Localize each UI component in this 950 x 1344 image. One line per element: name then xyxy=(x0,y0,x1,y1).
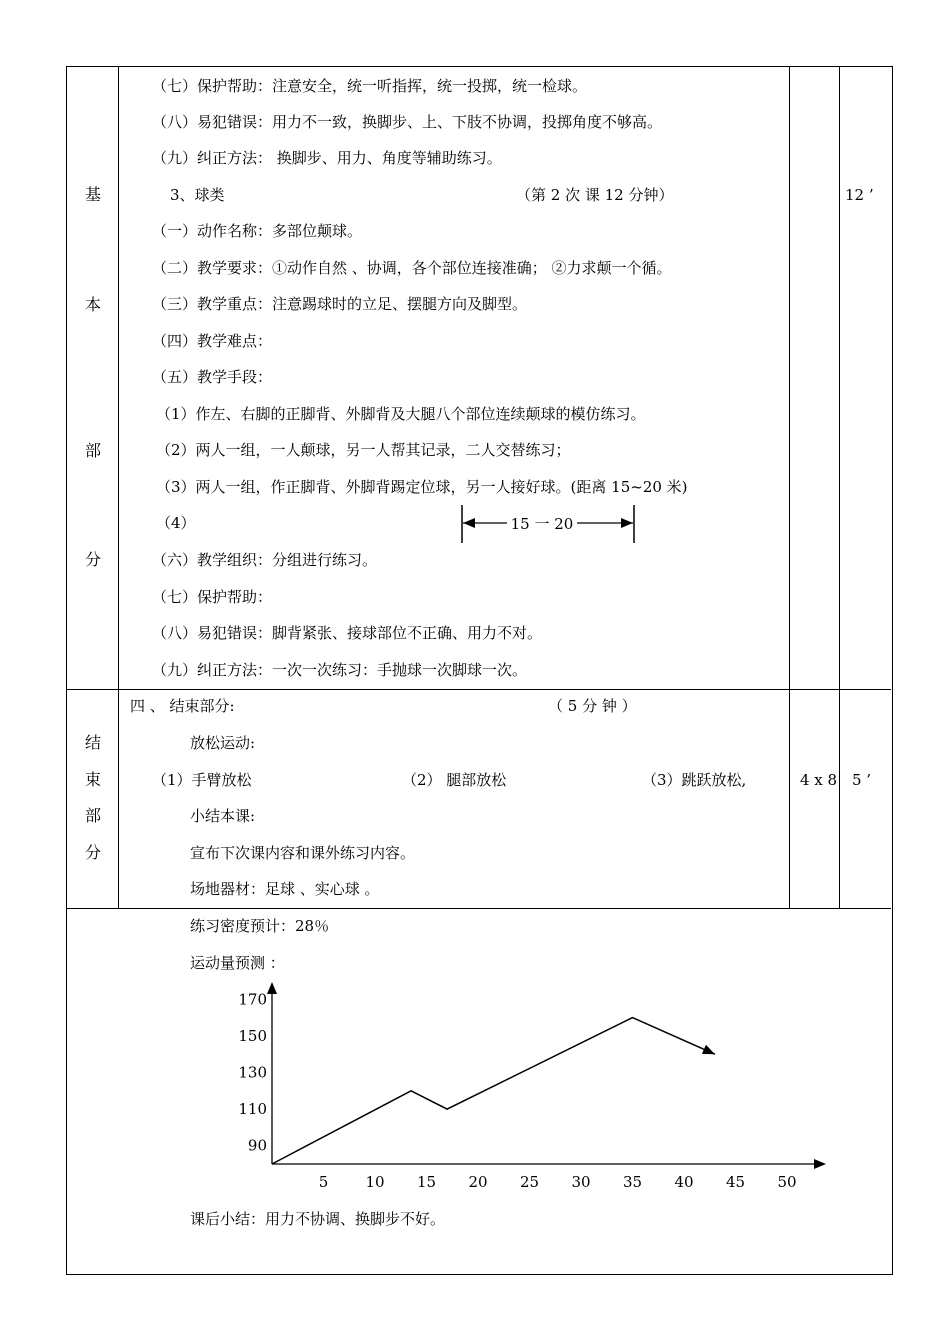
x-tick-label: 25 xyxy=(519,1173,540,1191)
basic-time: 12 ’ xyxy=(845,186,874,204)
equipment-text: 场地器材：足球 、实心球 。 xyxy=(190,880,380,898)
x-axis-arrow-icon xyxy=(814,1159,826,1169)
y-tick-label: 170 xyxy=(238,990,267,1009)
x-tick-label: 20 xyxy=(468,1173,488,1191)
relax-item: （2） 腿部放松 xyxy=(402,771,507,789)
basic-line: （4） xyxy=(156,514,196,532)
ending-time: 5 ’ xyxy=(852,771,872,789)
summary-label: 小结本课: xyxy=(190,807,256,825)
basic-line: （五）教学手段： xyxy=(152,368,273,386)
load-series-line xyxy=(272,1018,715,1164)
basic-line: 3、球类 xyxy=(170,186,225,204)
relax-item: （1）手臂放松 xyxy=(152,771,252,789)
ending-title: 四 、 结束部分: xyxy=(130,697,235,715)
distance-label: 15 一 20 xyxy=(510,515,574,533)
x-tick-label: 5 xyxy=(318,1173,329,1191)
basic-section-char: 部 xyxy=(84,441,101,460)
ending-title-time: （ 5 分 钟 ） xyxy=(548,697,637,715)
y-tick-label: 110 xyxy=(238,1100,267,1119)
basic-line: （四）教学难点： xyxy=(152,332,273,350)
load-label: 运动量预测 ： xyxy=(190,954,285,972)
basic-line: （七）保护帮助： xyxy=(152,588,273,606)
x-tick-label: 35 xyxy=(622,1173,643,1191)
basic-line: （九）纠正方法：一次一次练习：手抛球一次脚球一次。 xyxy=(152,661,528,679)
after-class-summary: 课后小结：用力不协调、换脚步不好。 xyxy=(190,1210,446,1228)
basic-line: （3）两人一组，作正脚背、外脚背踢定位球，另一人接好球。(距离 15~20 米) xyxy=(156,478,688,496)
announce-text: 宣布下次课内容和课外练习内容。 xyxy=(190,844,416,862)
ending-section-char: 束 xyxy=(84,770,101,789)
x-tick-label: 45 xyxy=(725,1173,746,1191)
basic-line: （1）作左、右脚的正脚背、外脚背及大腿八个部位连续颠球的模仿练习。 xyxy=(156,405,646,423)
relax-item: （3）跳跃放松, xyxy=(642,771,747,789)
x-tick-label: 50 xyxy=(777,1173,797,1191)
ending-section-char: 分 xyxy=(84,843,101,862)
basic-line: （八）易犯错误：用力不一致，换脚步、上、下肢不协调，投掷角度不够高。 xyxy=(152,113,663,131)
y-tick-label: 150 xyxy=(238,1026,267,1045)
basic-line: （三）教学重点：注意踢球时的立足、摆腿方向及脚型。 xyxy=(152,295,528,313)
x-tick-label: 15 xyxy=(416,1173,437,1191)
y-tick-label: 130 xyxy=(238,1063,267,1082)
y-tick-label: 90 xyxy=(247,1136,267,1155)
ending-section-char: 部 xyxy=(84,806,101,825)
density-text: 练习密度预计：28％ xyxy=(190,917,330,935)
basic-section-char: 本 xyxy=(84,295,101,314)
basic-section-char: 分 xyxy=(84,550,101,569)
basic-line: （八）易犯错误：脚背紧张、接球部位不正确、用力不对。 xyxy=(152,624,543,642)
basic-line: （二）教学要求：①动作自然 、协调，各个部位连接准确； ②力求颠一个循。 xyxy=(152,259,672,277)
basic-section-char: 基 xyxy=(84,185,101,204)
ending-reps: 4 x 8 xyxy=(800,771,838,789)
basic-line: （九）纠正方法： 换脚步、用力、角度等辅助练习。 xyxy=(152,149,502,167)
x-tick-label: 30 xyxy=(571,1173,591,1191)
x-tick-label: 40 xyxy=(674,1173,694,1191)
ending-section-char: 结 xyxy=(84,733,101,752)
basic-line: （2）两人一组，一人颠球，另一人帮其记录，二人交替练习； xyxy=(156,441,571,459)
relax-label: 放松运动: xyxy=(190,734,256,752)
y-axis-arrow-icon xyxy=(267,982,277,994)
basic-line: （一）动作名称：多部位颠球。 xyxy=(152,222,363,240)
basic-line: （六）教学组织：分组进行练习。 xyxy=(152,551,378,569)
x-tick-label: 10 xyxy=(365,1173,385,1191)
basic-line: （七）保护帮助：注意安全，统一听指挥，统一投掷，统一检球。 xyxy=(152,77,588,95)
ball-time: （第 2 次 课 12 分钟） xyxy=(516,186,674,204)
